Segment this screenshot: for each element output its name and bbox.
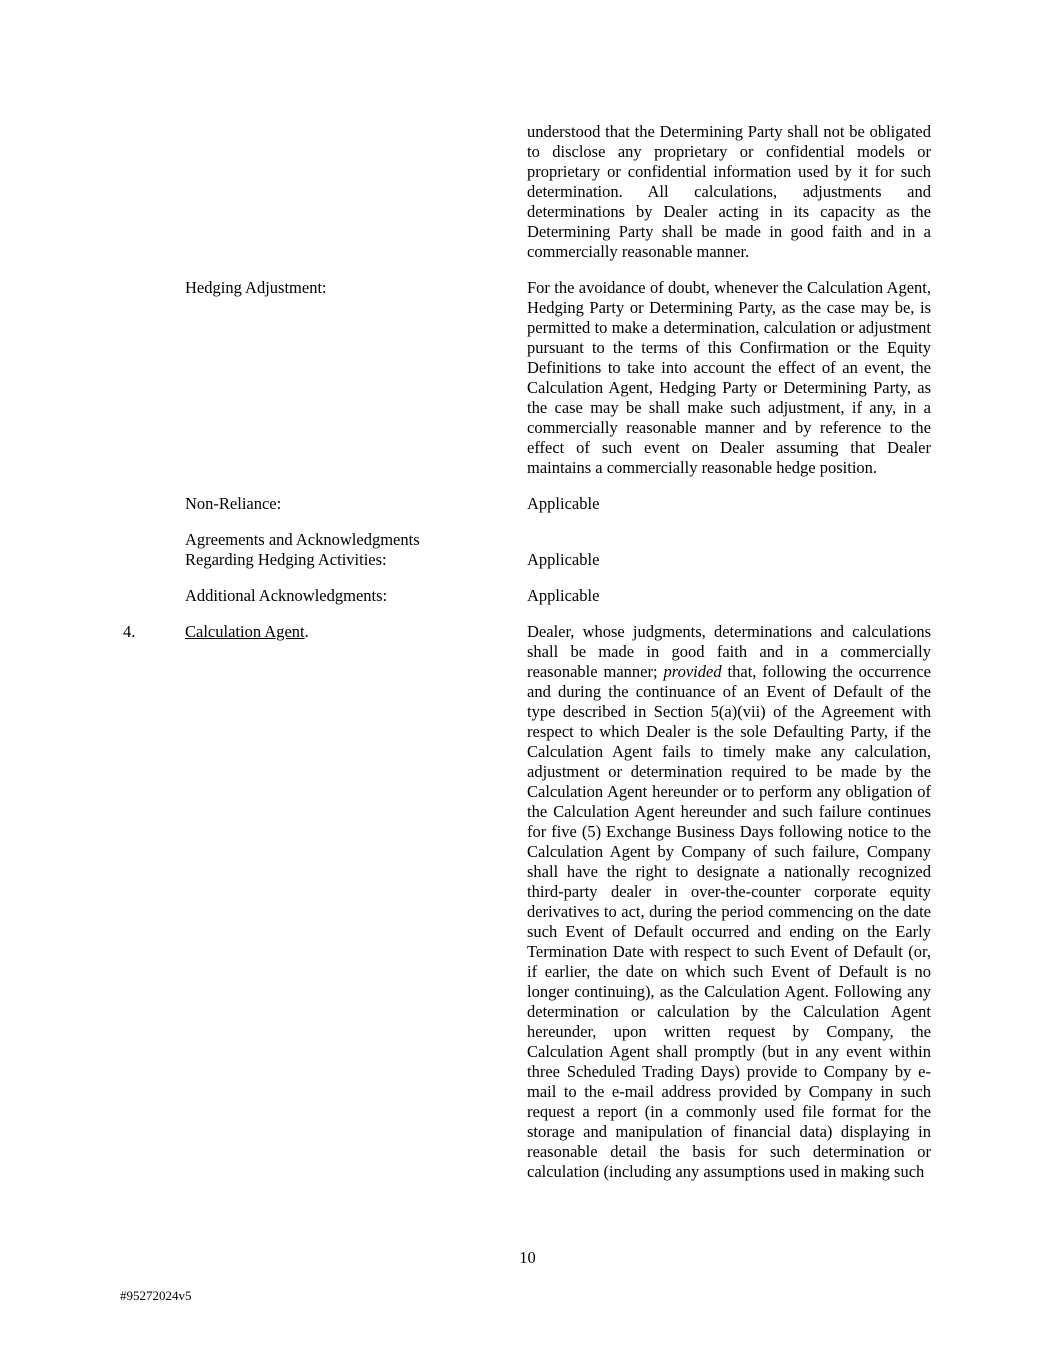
non-reliance-value: Applicable [527, 494, 600, 513]
additional-acknowledgments-row [123, 586, 931, 606]
hedging-adjustment-row [123, 278, 931, 478]
calculation-agent-paragraph-part1: Dealer, whose judgments, determinations and calculations shall be made in good faith and in a commercially reasonable manner; [527, 622, 931, 681]
agreements-acknowledgments-label-line1: Agreements and Acknowledgments [185, 530, 420, 549]
calculation-agent-paragraph [527, 622, 931, 1182]
continuation-row [123, 122, 931, 262]
calculation-agent-row [123, 622, 931, 1182]
continuation-paragraph: understood that the Determining Party shall not be obligated to disclose any proprietary or confidential models or proprietary or confidential information used by it for such determination. All calculations, adjustments and determinations by Dealer acting in its capacity as the Determining Party shall be made in good faith and in a commercially reasonable manner. [527, 122, 931, 261]
calculation-agent-paragraph-provided: provided [663, 662, 722, 681]
page-number: 10 [519, 1248, 536, 1267]
hedging-adjustment-label: Hedging Adjustment: [185, 278, 327, 297]
agreements-acknowledgments-row [123, 530, 931, 570]
calculation-agent-number: 4. [123, 622, 136, 641]
calculation-agent-paragraph-part2: that, following the occurrence and during the continuance of an Event of Default of the type described in Section 5(a)(vii) of the Agreement with respect to which Dealer is the sole Defaulting Party, if the Calculation Agent fails to timely make any calculation, adjustment or determination required to be made by the Calculation Agent hereunder or to perform any obligation of the Calculation Agent hereunder and such failure continues for five (5) Exchange Business Days following notice to the Calculation Agent by Company of such failure, Company shall have the right to designate a nationally recognized third-party dealer in over-the-counter corporate equity derivatives to act, during the period commencing on the date such Event of Default occurred and ending on the Early Termination Date with respect to such Event of Default (or, if earlier, the date on which such Event of Default is no longer continuing), as the Calculation Agent. Following any determination or calculation by the Calculation Agent hereunder, upon written request by Company, the Calculation Agent shall promptly (but in any event within three Scheduled Trading Days) provide to Company by e-mail to the e-mail address provided by Company in such request a report (in a commonly used file format for the storage and manipulation of financial data) displaying in reasonable detail the basis for such determination or calculation (including any assumptions used in making such [527, 662, 932, 1181]
agreements-acknowledgments-label [185, 530, 527, 570]
calculation-agent-label-text: Calculation Agent [185, 622, 305, 641]
document-body [123, 122, 931, 1198]
hedging-adjustment-paragraph: For the avoidance of doubt, whenever the Calculation Agent, Hedging Party or Determining Party, as the case may be, is permitted to make a determination, calculation or adjustment pursuant to the terms of this Confirmation or the Equity Definitions to take into account the effect of an event, the Calculation Agent, Hedging Party or Determining Party, as the case may be shall make such adjustment, if any, in a commercially reasonable manner and by reference to the effect of such event on Dealer assuming that Dealer maintains a commercially reasonable hedge position. [527, 278, 931, 477]
agreements-acknowledgments-label-line2: Regarding Hedging Activities: [185, 550, 387, 569]
document-id-footer: #95272024v5 [120, 1288, 192, 1303]
calculation-agent-label-period: . [304, 622, 309, 641]
agreements-acknowledgments-value: Applicable [527, 550, 600, 569]
additional-acknowledgments-label: Additional Acknowledgments: [185, 586, 388, 605]
non-reliance-label: Non-Reliance: [185, 494, 282, 513]
calculation-agent-label [185, 622, 527, 642]
non-reliance-row [123, 494, 931, 514]
additional-acknowledgments-value: Applicable [527, 586, 600, 605]
